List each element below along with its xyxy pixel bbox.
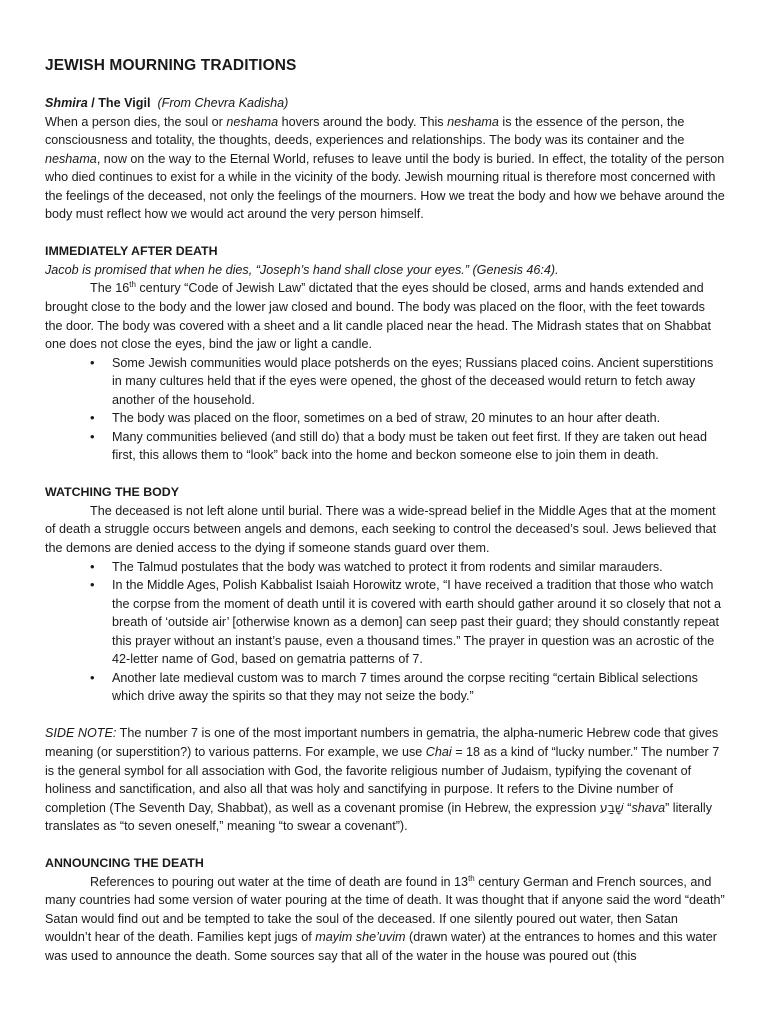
text-run: References to pouring out water at the time of death are found in 13 <box>90 874 469 889</box>
superscript: th <box>468 873 475 883</box>
list-item: • Many communities believed (and still do) that a body must be taken out feet first. If they are taken out head first, this allows them to “look” back into the home and beckon someone else to join them in death. <box>112 428 725 465</box>
list-item: • Another late medieval custom was to march 7 times around the corpse reciting “certain Biblical selections which drive away the spirits so that they may not seize the body.” <box>112 669 725 706</box>
after-death-list <box>45 354 725 465</box>
list-item: • The body was placed on the floor, sometimes on a bed of straw, 20 minutes to an hour after death. <box>112 409 725 428</box>
text-run: ” literally translates as “to seven oneself,” meaning “to swear a covenant”). <box>45 800 712 834</box>
text-run-italic: mayim she’uvim <box>315 930 406 945</box>
shmira-source: (From Chevra Kadisha) <box>157 96 289 110</box>
side-note-paragraph <box>45 724 725 835</box>
text-run: The number 7 is one of the most important numbers in gematria, the alpha-numeric Hebrew code that gives meaning (or superstition?) to various patterns. For example, we use <box>45 726 719 759</box>
spacer <box>45 465 725 484</box>
section-heading-announcing: ANNOUNCING THE DEATH <box>45 856 204 871</box>
shmira-paragraph <box>45 113 725 224</box>
shmira-heading-rest: / The Vigil <box>87 96 151 110</box>
genesis-quote <box>45 261 725 280</box>
text-run: (drawn water) at the entrances to homes and this water was used to announce the death. Some sources say that all of the water in the house was poured out (this <box>45 930 717 963</box>
text-run: , now on the way to the Eternal World, refuses to leave until the body is buried. In effect, the totality of the person who died continues to exist for a while in the vicinity of the body. Jewish mourning ritual is therefore most concerned with the feelings of the deceased, not only the feelings of the mourners. How we treat the body and how we behave around the body must reflect how we would act around the very person himself. <box>45 151 725 222</box>
text-run-italic: Chai <box>425 745 452 759</box>
text-run-italic: neshama <box>226 114 279 129</box>
list-item: • Some Jewish communities would place potsherds on the eyes; Russians placed coins. Ancient superstitions in many cultures held that if the eyes were opened, the ghost of the deceased would return to fetch away another of the household. <box>112 354 725 410</box>
list-item: • The Talmud postulates that the body was watched to protect it from rodents and similar marauders. <box>112 558 725 577</box>
spacer <box>45 224 725 243</box>
list-item: • In the Middle Ages, Polish Kabbalist Isaiah Horowitz wrote, “I have received a tradition that those who watch the corpse from the moment of death until it is covered with earth should gather around it so closely that not a breath of ‘outside air’ [otherwise known as a demon] can seep past their guard; they should constantly repeat this prayer without an instant’s pause, even a thousand times.” The prayer in question was an acrostic of the 42-letter name of God, based on gematria patterns of 7. <box>112 576 725 669</box>
text-run: “ <box>623 800 632 815</box>
after-death-paragraph <box>45 279 725 353</box>
side-note-label: SIDE NOTE: <box>45 726 117 741</box>
text-run: is the essence of the person, the consciousness and totality, the thoughts, deeds, experiences and relationships. The body was its container and the <box>45 114 685 148</box>
document-body <box>45 94 725 966</box>
text-run-italic: neshama <box>45 151 97 166</box>
text-run: century “Code of Jewish Law” dictated that the eyes should be closed, arms and hands extended and brought close to the body and the lower jaw closed and bound. The body was placed on the floor, with the feet towards the door. The body was covered with a sheet and a lit candle placed near the head. The Midrash states that on Shabbat one does not close the eyes, bind the jaw or light a candle. <box>45 281 712 352</box>
section-heading-watching: WATCHING THE BODY <box>45 485 179 500</box>
text-run: When a person dies, the soul or <box>45 114 227 129</box>
spacer <box>45 836 725 855</box>
text-run: hovers around the body. This <box>278 114 448 129</box>
shmira-heading <box>45 94 725 113</box>
superscript: th <box>129 280 136 290</box>
text-run-italic: neshama <box>447 114 499 129</box>
section-heading-after-death: IMMEDIATELY AFTER DEATH <box>45 244 218 259</box>
watching-paragraph: The deceased is not left alone until burial. There was a wide-spread belief in the Middle Ages that at the moment of death a struggle occurs between angels and demons, each seeking to control the deceased’s soul. Jews believed that the demons are denied access to the dying if someone stands guard over them. <box>45 503 717 556</box>
text-run: The 16 <box>90 281 130 296</box>
quote-text: Jacob is promised that when he dies, “Joseph’s hand shall close your eyes.” (Genesis 46:4). <box>45 262 559 277</box>
shmira-term: Shmira <box>45 96 88 110</box>
hebrew-word: שָׁבַע <box>599 799 624 815</box>
announcing-paragraph <box>45 873 725 966</box>
text-run-italic: shava <box>631 800 666 815</box>
spacer <box>45 706 725 725</box>
watching-list <box>45 558 725 706</box>
document-title: JEWISH MOURNING TRADITIONS <box>45 57 297 74</box>
text-run: century German and French sources, and many countries had some version of water pouring at the time of death. It was thought that if anyone said the word “death” Satan would find out and be tempted to take the soul of the deceased. If one silently poured out water, then Satan wouldn’t hear of the death. Families kept jugs of <box>45 874 725 945</box>
text-run: = 18 as a kind of “lucky number.” The number 7 is the general symbol for all association with God, the favorite religious number of Judaism, typifying the covenant of holiness and sanctification, and also all that was holy and sanctifying in purpose. It refers to the Divine number of completion (The Seventh Day, Shabbat), as well as a covenant promise (in Hebrew, the expression <box>45 745 720 815</box>
